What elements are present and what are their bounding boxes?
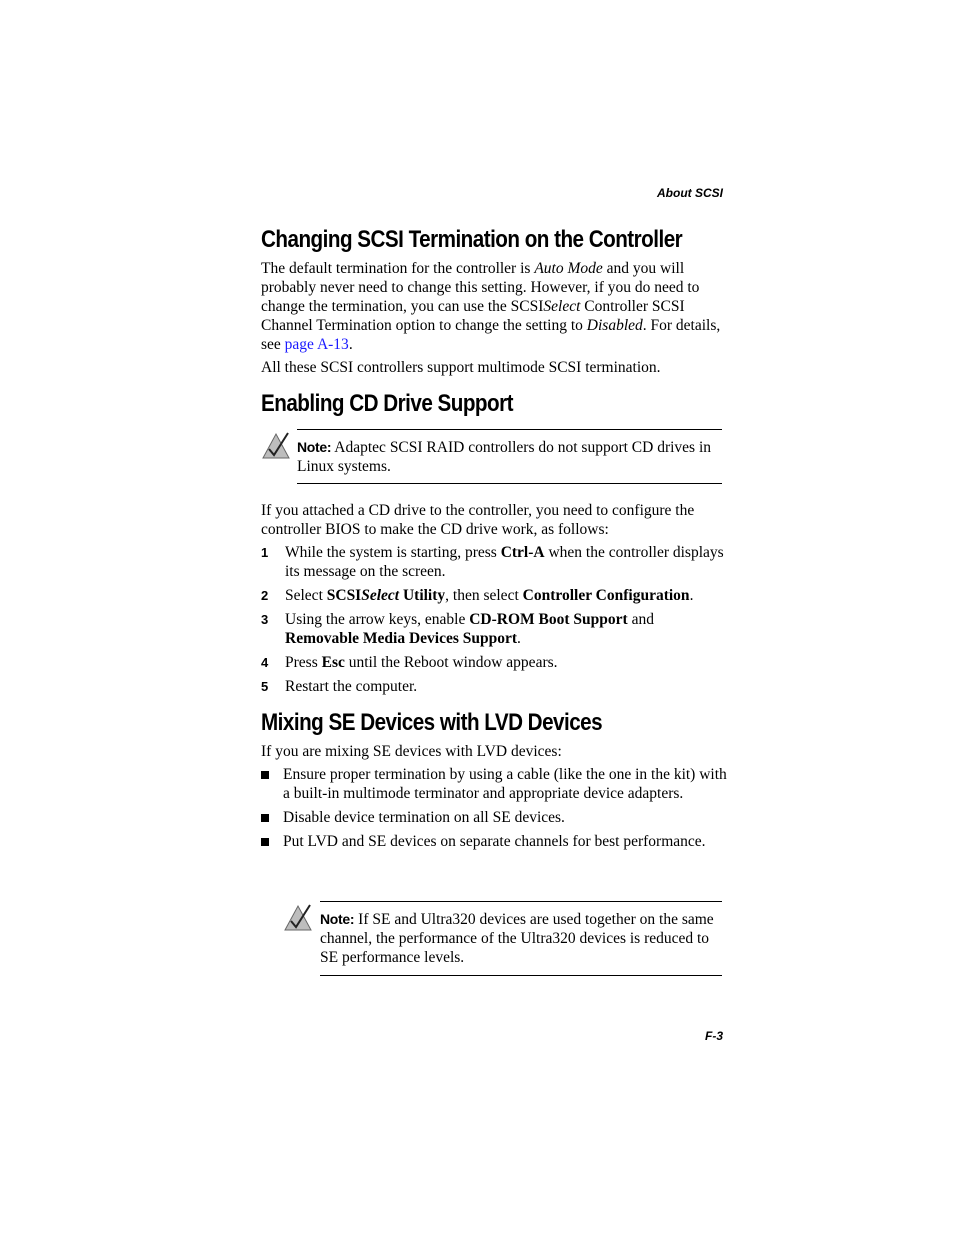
text-span: Controller Configuration [522,587,690,604]
text-span: , then select [445,587,523,604]
list-item [261,832,731,851]
note-text [297,438,722,476]
cd-steps-list [261,543,731,701]
list-item [261,808,731,827]
list-item [261,543,731,581]
note-top-rule [297,429,722,430]
note-label: Note: [297,439,332,455]
list-item [261,765,731,803]
text-span: SCSI [326,587,362,604]
text-span: Select [361,587,400,604]
mixing-intro-paragraph: If you are mixing SE devices with LVD devices: [261,743,562,760]
note-body: If SE and Ultra320 devices are used together on the same channel, the performance of the Ultra320 devices is reduced to SE performance levels. [320,911,714,966]
note-label: Note: [320,911,355,927]
text-span: Restart the computer. [285,678,418,695]
text-span: Esc [321,654,345,671]
note-text [320,910,722,967]
text-span: Select [285,587,327,604]
section-title-scsi-termination: Changing SCSI Termination on the Controller [261,226,683,253]
text-span: Select [543,298,581,315]
section-title-mixing-devices: Mixing SE Devices with LVD Devices [261,709,603,736]
termination-paragraph [261,259,723,354]
page-number: F-3 [705,1029,723,1043]
text-span: Removable Media Devices Support [285,630,518,647]
note-top-rule [320,901,722,902]
text-span: Ctrl-A [500,544,545,561]
text-span: until the Reboot window appears. [344,654,558,671]
text-span: . [517,630,521,647]
text-span: Press [285,654,322,671]
text-span: The default termination for the controller is [261,260,535,277]
text-span: Disabled [586,317,643,334]
note-bottom-rule [297,483,722,484]
note-pencil-icon [261,430,291,460]
bullet-square-icon [261,771,269,779]
running-head: About SCSI [657,186,723,200]
cd-intro-paragraph: If you attached a CD drive to the controller, you need to configure the controller BIOS to make the CD drive work, as follows: [261,502,695,538]
text-span: when the controller displays its message on the screen. [285,544,724,580]
step-number: 5 [261,679,269,694]
list-item [261,610,731,648]
text-span: . [689,587,694,604]
note-pencil-icon [283,902,313,932]
text-span: and you will probably never need to change this setting. However, if you do need to change the termination, you can use the SCSI [261,260,700,315]
list-item [261,653,731,672]
list-item [261,677,731,696]
bullet-square-icon [261,814,269,822]
step-number: 1 [261,545,269,560]
text-span: Ensure proper termination by using a cable (like the one in the kit) with a built-in multimode terminator and appropriate device adapters. [283,766,727,802]
step-number: 2 [261,588,269,603]
text-span: CD-ROM Boot Support [469,611,628,628]
note-bottom-rule [320,975,722,976]
text-span: Controller SCSI Channel Termination option to change the setting to [261,298,685,334]
text-span: and [627,611,654,628]
text-span: Put LVD and SE devices on separate channels for best performance. [283,833,706,850]
page-a13-link[interactable]: page A-13 [284,336,349,353]
section-title-cd-drive: Enabling CD Drive Support [261,390,514,417]
multimode-paragraph: All these SCSI controllers support multimode SCSI termination. [261,359,661,376]
bullet-square-icon [261,838,269,846]
note-body: Adaptec SCSI RAID controllers do not support CD drives in Linux systems. [297,439,712,475]
text-span: While the system is starting, press [285,544,501,561]
text-span: Utility [399,587,446,604]
text-span: Using the arrow keys, enable [285,611,470,628]
step-number: 4 [261,655,269,670]
list-item [261,586,731,605]
text-span: . For details, see [261,317,721,353]
text-span: Disable device termination on all SE devices. [283,809,565,826]
step-number: 3 [261,612,269,627]
text-span: . [348,336,353,353]
mixing-bullets-list [261,765,731,856]
text-span: Auto Mode [534,260,603,277]
